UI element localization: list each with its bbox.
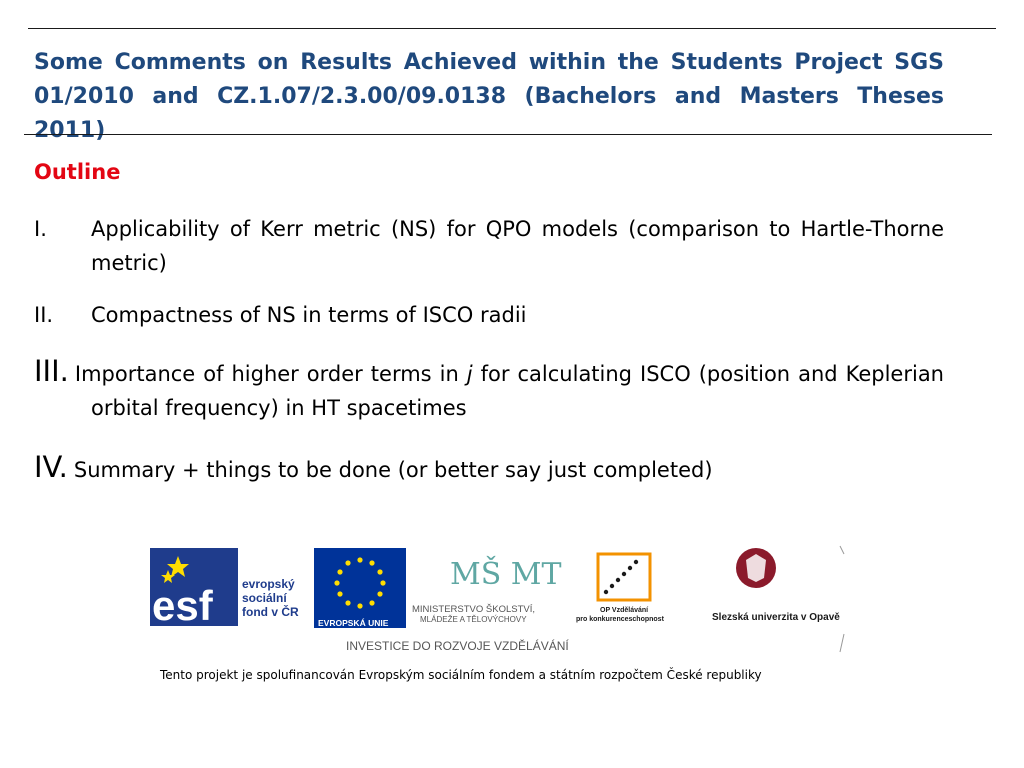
- msmt-mark: MŠ MT: [450, 557, 562, 592]
- slezska-univerzita-logo: [712, 548, 840, 623]
- top-rule: [28, 28, 996, 29]
- op-caption-2: pro konkurenceschopnost: [576, 616, 664, 623]
- esf-logo: [150, 548, 299, 629]
- item-text-before: Importance of higher order terms in: [74, 362, 467, 386]
- item-text: Applicability of Kerr metric (NS) for QPO models (comparison to Hartle-Thorne metric): [91, 217, 944, 275]
- list-item-3: [34, 354, 944, 425]
- eu-caption: EVROPSKÁ UNIE: [318, 618, 389, 628]
- list-item-1: [34, 212, 944, 280]
- logo-strip-graphic: [148, 540, 848, 660]
- esf-caption-3: fond v ČR: [242, 605, 299, 619]
- eu-flag-logo: [314, 548, 406, 628]
- item-text-italic: j: [466, 362, 473, 386]
- item-text-after: for calculating ISCO (position and Keplerian orbital frequency) in HT spacetimes: [91, 362, 944, 420]
- list-item-4: [34, 450, 944, 487]
- esf-caption-1: evropský: [242, 577, 295, 591]
- slide-title: Some Comments on Results Achieved within the Students Project SGS 01/2010 and CZ.1.07/2.3.00/09.0138 (Bachelors and Masters Theses 2011): [34, 50, 944, 143]
- op-caption-1: OP Vzdělávání: [600, 607, 649, 614]
- esf-wordmark: esf: [152, 582, 213, 629]
- op-vzdelavani-logo: [576, 554, 665, 623]
- msmt-caption-2: MLÁDEŽE A TĚLOVÝCHOVY: [420, 615, 527, 624]
- item-number: II.: [34, 303, 54, 327]
- item-text: Summary + things to be done (or better say just completed): [73, 458, 713, 482]
- footer-note: Tento projekt je spolufinancován Evropským sociálním fondem a státním rozpočtem České republiky: [160, 668, 762, 682]
- logo-strip: [148, 540, 848, 660]
- msmt-logo: [412, 556, 562, 624]
- item-number: I.: [34, 217, 47, 241]
- item-number: IV.: [34, 450, 68, 484]
- investice-caption: INVESTICE DO ROZVOJE VZDĚLÁVÁNÍ: [346, 639, 569, 653]
- esf-caption-2: sociální: [242, 591, 287, 605]
- list-item-2: [34, 298, 944, 332]
- msmt-caption-1: MINISTERSTVO ŠKOLSTVÍ,: [412, 604, 535, 615]
- outline-heading: Outline: [34, 160, 121, 184]
- item-number: III.: [34, 354, 69, 388]
- title-underline: [24, 134, 992, 135]
- item-text: Compactness of NS in terms of ISCO radii: [91, 303, 527, 327]
- su-caption: Slezská univerzita v Opavě: [712, 612, 840, 623]
